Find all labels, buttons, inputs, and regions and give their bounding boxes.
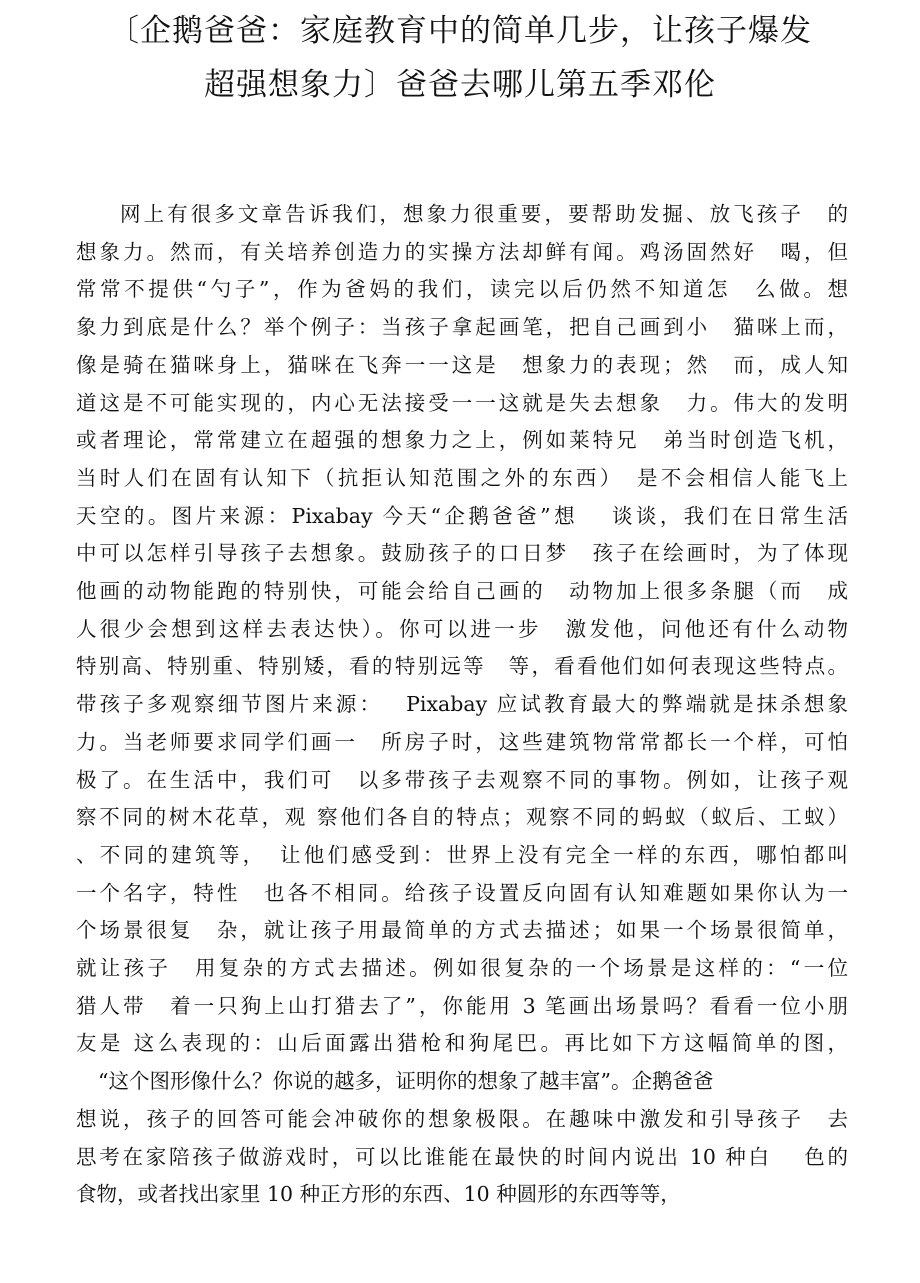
body-line: 中可以怎样引导孩子去想象。鼓励孩子的口日梦 孩子在绘画时，为了体现 bbox=[76, 541, 848, 566]
body-line: 他画的动物能跑的特别快，可能会给自己画的 动物加上很多条腿（而 成 bbox=[76, 579, 848, 604]
body-line: 就让孩子 用复杂的方式去描述。例如很复杂的一个场景是这样的：“一位 bbox=[76, 956, 848, 981]
body-line: 当时人们在固有认知下（抗拒认知范围之外的东西） 是不会相信人能飞上 bbox=[76, 465, 848, 490]
body-line: 极了。在生活中，我们可 以多带孩子去观察不同的事物。例如，让孩子观 bbox=[76, 767, 848, 792]
body-line: 天空的。图片来源：Pixabay 今天“企鹅爸爸”想 谈谈，我们在日常生活 bbox=[76, 503, 848, 528]
document-title bbox=[60, 4, 860, 112]
body-line: 一个名字，特性 也各不相同。给孩子设置反向固有认知难题如果你认为一 bbox=[76, 880, 848, 905]
title-line-2: 超强想象力〕爸爸去哪儿第五季邓伦 bbox=[204, 67, 716, 103]
body-line: 象力到底是什么？举个例子：当孩子拿起画笔，把自己画到小 猫咪上而， bbox=[76, 315, 848, 340]
title-line-1: 〔企鹅爸爸：家庭教育中的简单几步，让孩子爆发 bbox=[108, 13, 812, 49]
body-line: 个场景很复 杂，就让孩子用最简单的方式去描述；如果一个场景很简单， bbox=[76, 918, 848, 943]
body-line: 带孩子多观察细节图片来源： Pixabay 应试教育最大的弊端就是抹杀想象 bbox=[76, 692, 848, 717]
body-line: 想说，孩子的回答可能会冲破你的想象极限。在趣味中激发和引导孩子 去 bbox=[76, 1106, 848, 1131]
body-line: 猎人带 着一只狗上山打猎去了”，你能用 3 笔画出场景吗？看看一位小朋 bbox=[76, 993, 848, 1018]
body-line: 常常不提供“勺子”，作为爸妈的我们，读完以后仍然不知道怎 么做。想 bbox=[76, 277, 848, 302]
body-line: 网上有很多文章告诉我们，想象力很重要，要帮助发掘、放飞孩子 的 bbox=[120, 202, 848, 226]
body-line: 或者理论，常常建立在超强的想象力之上，例如莱特兄 弟当时创造飞机， bbox=[76, 428, 848, 453]
body-line: 想象力。然而，有关培养创造力的实操方法却鲜有闻。鸡汤固然好 喝，但 bbox=[76, 239, 848, 264]
body-line: 察不同的树木花草，观 察他们各自的特点；观察不同的蚂蚁（蚁后、工蚁） bbox=[76, 805, 848, 830]
article-body bbox=[76, 196, 848, 1214]
body-line: 思考在家陪孩子做游戏时，可以比谁能在最快的时间内说出 10 种白 色的 bbox=[76, 1144, 848, 1169]
body-line: 人很少会想到这样去表达快）。你可以进一步 激发他，问他还有什么动物 bbox=[76, 616, 848, 641]
body-line: 特别高、特别重、特别矮，看的特别远等 等，看看他们如何表现这些特点。 bbox=[76, 654, 848, 679]
body-line: 、不同的建筑等， 让他们感受到：世界上没有完全一样的东西，哪怕都叫 bbox=[76, 842, 848, 867]
body-line: 友是 这么表现的：山后面露出猎枪和狗尾巴。再比如下方这幅简单的图， bbox=[76, 1031, 848, 1056]
body-line: 力。当老师要求同学们画一 所房子时，这些建筑物常常都长一个样，可怕 bbox=[76, 729, 848, 754]
body-line: 道这是不可能实现的，内心无法接受一一这就是失去想象 力。伟大的发明 bbox=[76, 390, 848, 415]
body-line: “这个图形像什么？你说的越多，证明你的想象了越丰富”。企鹅爸爸 bbox=[98, 1069, 714, 1094]
body-line: 像是骑在猫咪身上，猫咪在飞奔一一这是 想象力的表现；然 而，成人知 bbox=[76, 352, 848, 377]
body-line: 食物，或者找出家里 10 种正方形的东西、10 种圆形的东西等等， bbox=[76, 1182, 681, 1207]
